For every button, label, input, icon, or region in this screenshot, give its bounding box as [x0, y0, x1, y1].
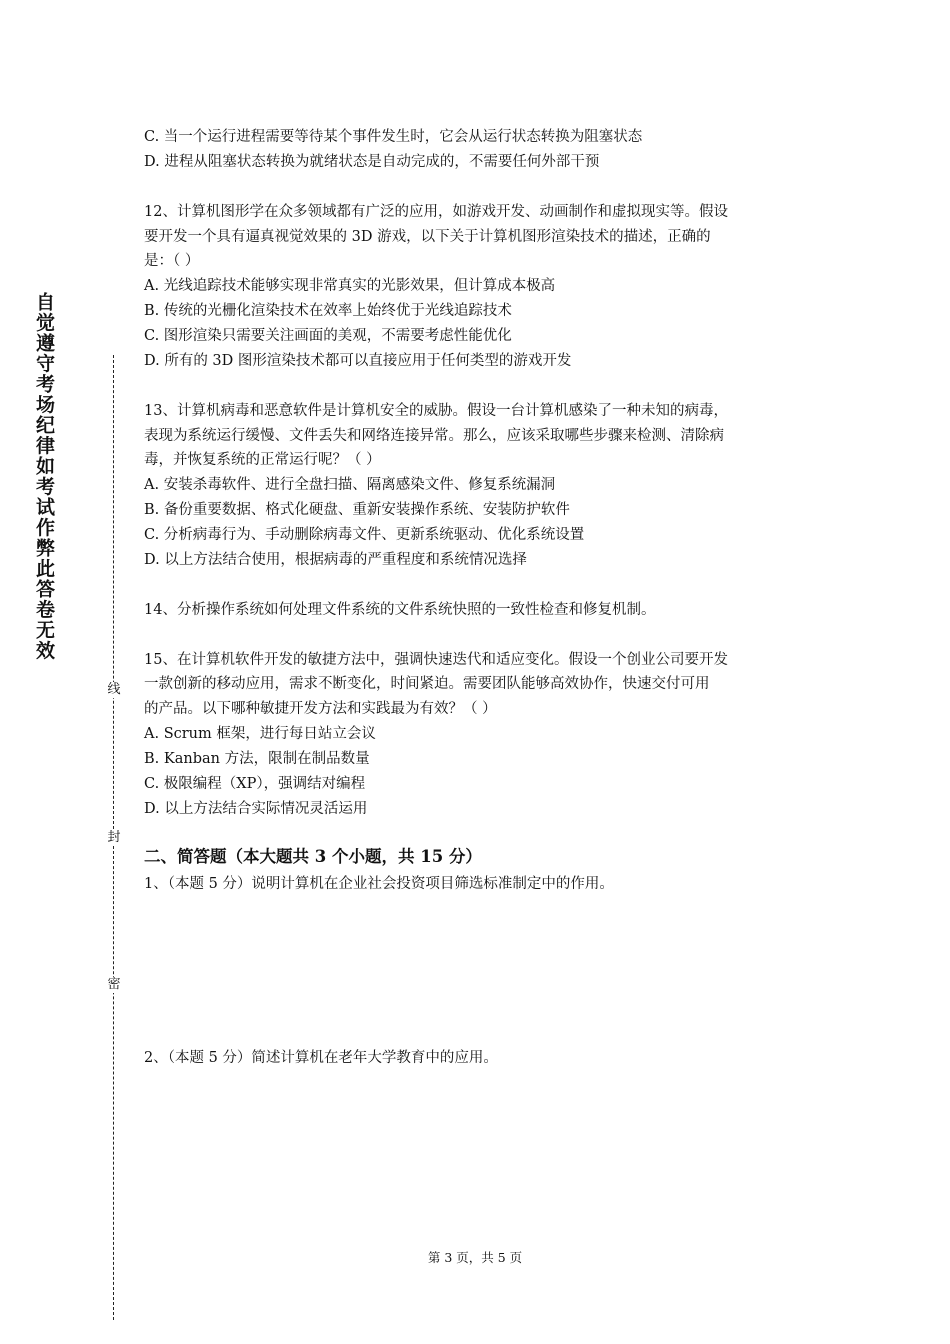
- q11-option-c: C. 当一个运行进程需要等待某个事件发生时，它会从运行状态转换为阻塞状态: [144, 129, 643, 145]
- section-heading: 二、简答题（本大题共 3 个小题，共 15 分）: [144, 847, 482, 866]
- q12-option-a: A. 光线追踪技术能够实现非常真实的光影效果，但计算成本极高: [144, 278, 556, 294]
- q14-stem: 14、分析操作系统如何处理文件系统的文件系统快照的一致性检查和修复机制。: [144, 602, 656, 618]
- q13-option-a: A. 安装杀毒软件、进行全盘扫描、隔离感染文件、修复系统漏洞: [144, 477, 556, 493]
- q11-option-d: D. 进程从阻塞状态转换为就绪状态是自动完成的，不需要任何外部干预: [144, 154, 600, 170]
- q13-option-d: D. 以上方法结合使用，根据病毒的严重程度和系统情况选择: [144, 552, 527, 568]
- q13-option-c: C. 分析病毒行为、手动删除病毒文件、更新系统驱动、优化系统设置: [144, 527, 585, 543]
- q15-option-a: A. Scrum 框架，进行每日站立会议: [144, 726, 376, 742]
- q15-option-d: D. 以上方法结合实际情况灵活运用: [144, 801, 368, 817]
- q12-option-c: C. 图形渲染只需要关注画面的美观，不需要考虑性能优化: [144, 328, 512, 344]
- q15-option-c: C. 极限编程（XP），强调结对编程: [144, 776, 366, 792]
- q13-stem-line1: 13、计算机病毒和恶意软件是计算机安全的威胁。假设一台计算机感染了一种未知的病毒，: [144, 403, 728, 419]
- binding-label-feng: 封: [105, 830, 123, 846]
- short-answer-q1: 1、（本题 5 分）说明计算机在企业社会投资项目筛选标准制定中的作用。: [144, 876, 614, 892]
- page-number: 第 3 页，共 5 页: [427, 1250, 523, 1265]
- q12-option-d: D. 所有的 3D 图形渲染技术都可以直接应用于任何类型的游戏开发: [144, 353, 572, 369]
- q13-option-b: B. 备份重要数据、格式化硬盘、重新安装操作系统、安装防护软件: [144, 502, 570, 518]
- q12-stem-line1: 12、计算机图形学在众多领域都有广泛的应用，如游戏开发、动画制作和虚拟现实等。假设: [144, 204, 728, 220]
- q15-stem-line3: 的产品。以下哪种敏捷开发方法和实践最为有效？（ ）: [144, 701, 497, 717]
- q15-stem-line1: 15、在计算机软件开发的敏捷方法中，强调快速迭代和适应变化。假设一个创业公司要开发: [144, 652, 728, 668]
- binding-label-mi: 密: [105, 977, 123, 993]
- q12-option-b: B. 传统的光栅化渲染技术在效率上始终优于光线追踪技术: [144, 303, 512, 319]
- q15-stem-line2: 一款创新的移动应用，需求不断变化，时间紧迫。需要团队能够高效协作，快速交付可用: [144, 676, 710, 692]
- q13-stem-line2: 表现为系统运行缓慢、文件丢失和网络连接异常。那么，应该采取哪些步骤来检测、清除病: [144, 428, 724, 444]
- short-answer-q2: 2、（本题 5 分）简述计算机在老年大学教育中的应用。: [144, 1050, 498, 1066]
- exam-discipline-notice: 自觉遵守考场纪律如考试作弊此答卷无效: [33, 292, 55, 661]
- q12-stem-line3: 是：（ ）: [144, 253, 200, 269]
- q12-stem-line2: 要开发一个具有逼真视觉效果的 3D 游戏，以下关于计算机图形渲染技术的描述，正确的: [144, 229, 711, 245]
- binding-label-xian: 线: [105, 682, 123, 698]
- q15-option-b: B. Kanban 方法，限制在制品数量: [144, 751, 370, 767]
- q13-stem-line3: 毒，并恢复系统的正常运行呢？（ ）: [144, 452, 381, 468]
